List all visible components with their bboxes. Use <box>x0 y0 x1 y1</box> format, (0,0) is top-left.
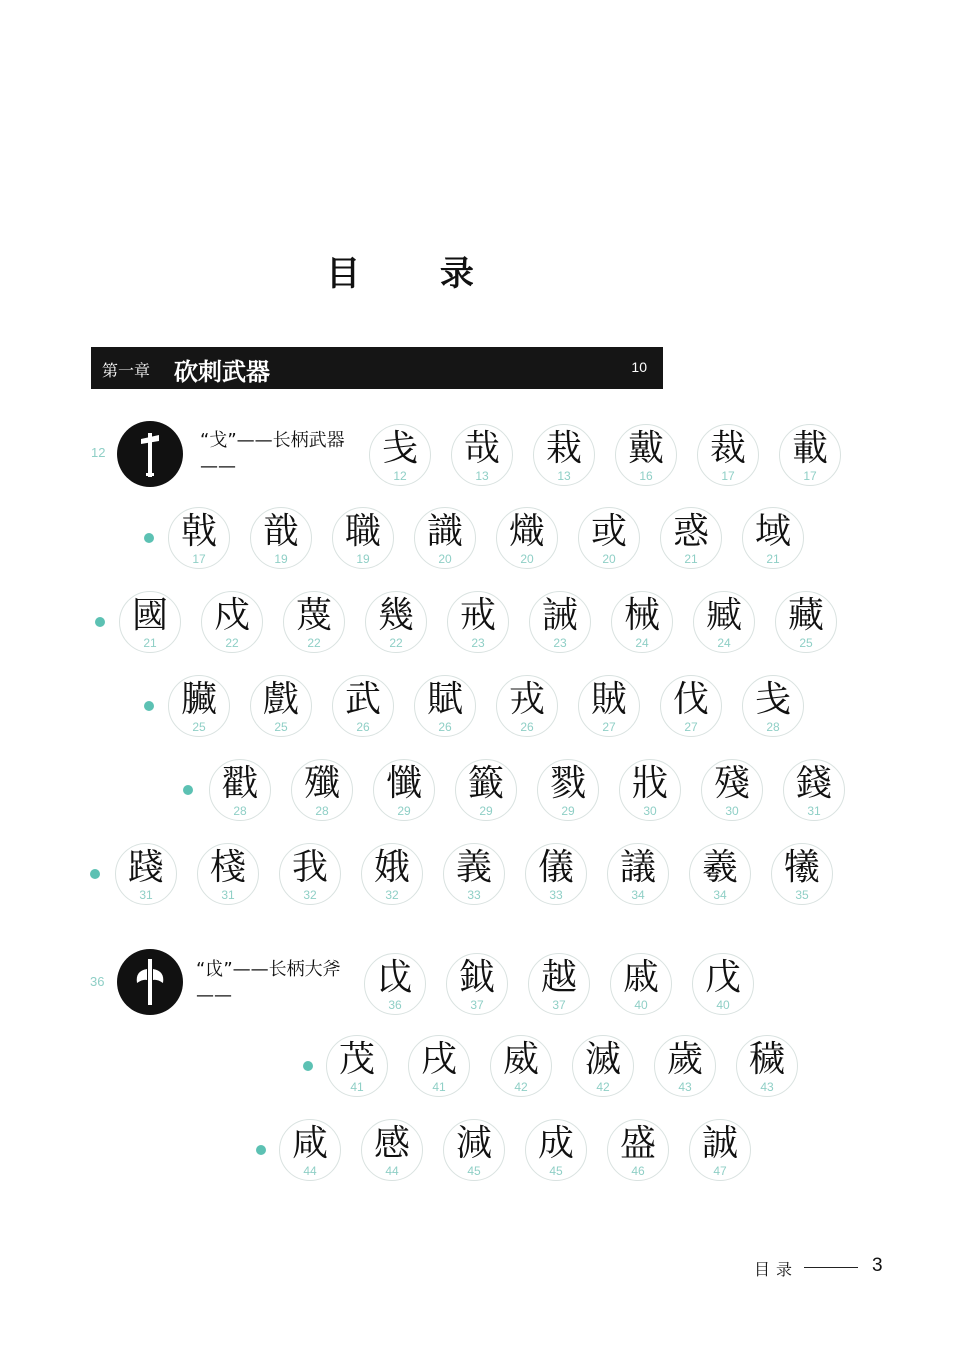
row-bullet <box>90 869 100 879</box>
character-page-number: 25 <box>799 636 813 650</box>
character-glyph: 戉 <box>376 957 413 998</box>
character-page-number: 26 <box>356 720 370 734</box>
character-entry[interactable] <box>697 424 759 486</box>
character-glyph: 誡 <box>541 595 578 636</box>
character-glyph: 娥 <box>373 847 410 888</box>
character-entry[interactable] <box>611 591 673 653</box>
character-page-number: 34 <box>631 888 645 902</box>
character-entry[interactable] <box>455 759 517 821</box>
character-entry[interactable] <box>332 507 394 569</box>
battle-axe-icon <box>117 949 183 1015</box>
character-entry[interactable] <box>447 591 509 653</box>
character-glyph: 載 <box>791 428 828 469</box>
character-entry[interactable] <box>693 591 755 653</box>
character-page-number: 31 <box>807 804 821 818</box>
character-glyph: 籤 <box>467 763 504 804</box>
character-page-number: 29 <box>397 804 411 818</box>
character-page-number: 21 <box>684 552 698 566</box>
character-page-number: 21 <box>143 636 157 650</box>
character-page-number: 28 <box>233 804 247 818</box>
character-page-number: 17 <box>803 469 817 483</box>
character-page-number: 42 <box>596 1080 610 1094</box>
character-glyph: 裁 <box>709 428 746 469</box>
character-page-number: 17 <box>721 469 735 483</box>
character-glyph: 義 <box>455 847 492 888</box>
footer-divider <box>804 1267 858 1268</box>
character-page-number: 20 <box>438 552 452 566</box>
row-bullet <box>95 617 105 627</box>
character-entry[interactable] <box>660 507 722 569</box>
character-glyph: 職 <box>344 511 381 552</box>
character-page-number: 26 <box>438 720 452 734</box>
character-page-number: 44 <box>385 1164 399 1178</box>
character-page-number: 13 <box>557 469 571 483</box>
row-bullet <box>303 1061 313 1071</box>
page-number: 3 <box>872 1255 883 1276</box>
character-entry[interactable] <box>250 507 312 569</box>
character-entry[interactable] <box>279 843 341 905</box>
row-bullet <box>144 701 154 711</box>
character-page-number: 28 <box>315 804 329 818</box>
character-page-number: 46 <box>631 1164 645 1178</box>
character-page-number: 30 <box>643 804 657 818</box>
character-page-number: 31 <box>139 888 153 902</box>
character-glyph: 栽 <box>545 428 582 469</box>
character-page-number: 31 <box>221 888 235 902</box>
section-page-number: 12 <box>91 445 106 460</box>
character-entry[interactable] <box>607 843 669 905</box>
character-entry[interactable] <box>414 507 476 569</box>
character-entry[interactable] <box>736 1035 798 1097</box>
character-page-number: 24 <box>717 636 731 650</box>
chapter-title: 砍刺武器 <box>174 358 270 386</box>
character-glyph: 熾 <box>508 511 545 552</box>
character-page-number: 25 <box>274 720 288 734</box>
character-page-number: 20 <box>520 552 534 566</box>
character-glyph: 犧 <box>783 847 820 888</box>
character-entry[interactable] <box>250 675 312 737</box>
character-page-number: 37 <box>552 998 566 1012</box>
character-page-number: 45 <box>549 1164 563 1178</box>
character-page-number: 12 <box>393 469 407 483</box>
footer-label: 目录 <box>754 1260 799 1279</box>
character-glyph: 殲 <box>303 763 340 804</box>
character-glyph: 惑 <box>672 511 709 552</box>
character-entry[interactable] <box>742 507 804 569</box>
character-page-number: 42 <box>514 1080 528 1094</box>
character-glyph: 戴 <box>627 428 664 469</box>
character-glyph: 識 <box>426 511 463 552</box>
character-glyph: 戲 <box>262 679 299 720</box>
character-page-number: 36 <box>388 998 402 1012</box>
character-page-number: 17 <box>192 552 206 566</box>
chapter-label: 第一章 <box>102 361 151 380</box>
character-glyph: 戟 <box>180 511 217 552</box>
character-glyph: 或 <box>590 511 627 552</box>
character-entry[interactable] <box>119 591 181 653</box>
character-page-number: 40 <box>634 998 648 1012</box>
character-glyph: 戎 <box>508 679 545 720</box>
character-glyph: 錢 <box>795 763 832 804</box>
character-page-number: 25 <box>192 720 206 734</box>
character-entry[interactable] <box>291 759 353 821</box>
character-entry[interactable] <box>660 675 722 737</box>
character-page-number: 21 <box>766 552 780 566</box>
character-page-number: 29 <box>479 804 493 818</box>
character-glyph: 戠 <box>262 511 299 552</box>
character-glyph: 戌 <box>420 1039 457 1080</box>
section-page-number: 36 <box>90 974 105 989</box>
character-glyph: 棧 <box>209 847 246 888</box>
character-entry[interactable] <box>414 675 476 737</box>
character-entry[interactable] <box>783 759 845 821</box>
character-glyph: 伐 <box>672 679 709 720</box>
character-entry[interactable] <box>771 843 833 905</box>
character-entry[interactable] <box>528 953 590 1015</box>
character-page-number: 29 <box>561 804 575 818</box>
character-glyph: 域 <box>754 511 791 552</box>
character-entry[interactable] <box>361 1119 423 1181</box>
character-entry[interactable] <box>332 675 394 737</box>
character-page-number: 23 <box>471 636 485 650</box>
character-glyph: 踐 <box>127 847 164 888</box>
character-glyph: 咸 <box>291 1123 328 1164</box>
page-title: 目 录 <box>326 254 508 294</box>
character-entry[interactable] <box>701 759 763 821</box>
character-entry[interactable] <box>619 759 681 821</box>
character-entry[interactable] <box>373 759 435 821</box>
section-title: “戈”——长柄武器—— <box>200 430 345 477</box>
character-page-number: 34 <box>713 888 727 902</box>
character-page-number: 32 <box>385 888 399 902</box>
character-glyph: 歲 <box>666 1039 703 1080</box>
character-glyph: 臟 <box>180 679 217 720</box>
character-entry[interactable] <box>283 591 345 653</box>
character-glyph: 儀 <box>537 847 574 888</box>
character-page-number: 40 <box>716 998 730 1012</box>
character-page-number: 47 <box>713 1164 727 1178</box>
character-entry[interactable] <box>775 591 837 653</box>
character-entry[interactable] <box>742 675 804 737</box>
character-page-number: 32 <box>303 888 317 902</box>
character-page-number: 41 <box>432 1080 446 1094</box>
character-entry[interactable] <box>365 591 427 653</box>
character-glyph: 鉞 <box>458 957 495 998</box>
character-glyph: 威 <box>502 1039 539 1080</box>
character-glyph: 成 <box>537 1123 574 1164</box>
character-glyph: 戒 <box>459 595 496 636</box>
character-page-number: 19 <box>356 552 370 566</box>
character-page-number: 24 <box>635 636 649 650</box>
character-page-number: 22 <box>389 636 403 650</box>
character-entry[interactable] <box>615 424 677 486</box>
character-page-number: 35 <box>795 888 809 902</box>
character-page-number: 22 <box>307 636 321 650</box>
character-page-number: 20 <box>602 552 616 566</box>
character-entry[interactable] <box>529 591 591 653</box>
character-glyph: 戳 <box>221 763 258 804</box>
character-glyph: 戕 <box>631 763 668 804</box>
character-page-number: 33 <box>549 888 563 902</box>
character-page-number: 28 <box>766 720 780 734</box>
character-glyph: 滅 <box>584 1039 621 1080</box>
character-entry[interactable] <box>490 1035 552 1097</box>
character-glyph: 殘 <box>713 763 750 804</box>
chapter-page-number: 10 <box>631 359 647 375</box>
character-entry[interactable] <box>578 507 640 569</box>
character-entry[interactable] <box>197 843 259 905</box>
character-glyph: 盛 <box>619 1123 656 1164</box>
character-page-number: 19 <box>274 552 288 566</box>
character-entry[interactable] <box>201 591 263 653</box>
character-page-number: 27 <box>684 720 698 734</box>
character-glyph: 懺 <box>385 763 422 804</box>
character-entry[interactable] <box>326 1035 388 1097</box>
character-entry[interactable] <box>525 843 587 905</box>
character-entry[interactable] <box>369 424 431 486</box>
character-glyph: 越 <box>540 957 577 998</box>
character-entry[interactable] <box>279 1119 341 1181</box>
character-glyph: 戚 <box>622 957 659 998</box>
character-page-number: 43 <box>760 1080 774 1094</box>
character-glyph: 戮 <box>549 763 586 804</box>
character-entry[interactable] <box>572 1035 634 1097</box>
character-entry[interactable] <box>654 1035 716 1097</box>
character-glyph: 藏 <box>787 595 824 636</box>
character-glyph: 戋 <box>754 679 791 720</box>
character-entry[interactable] <box>689 1119 751 1181</box>
dagger-axe-icon <box>117 421 183 487</box>
character-glyph: 武 <box>344 679 381 720</box>
character-entry[interactable] <box>443 1119 505 1181</box>
character-glyph: 減 <box>455 1123 492 1164</box>
character-page-number: 44 <box>303 1164 317 1178</box>
character-page-number: 37 <box>470 998 484 1012</box>
character-glyph: 茂 <box>338 1039 375 1080</box>
character-entry[interactable] <box>779 424 841 486</box>
row-bullet <box>256 1145 266 1155</box>
character-entry[interactable] <box>533 424 595 486</box>
character-entry[interactable] <box>610 953 672 1015</box>
character-entry[interactable] <box>496 507 558 569</box>
character-entry[interactable] <box>168 675 230 737</box>
character-entry[interactable] <box>607 1119 669 1181</box>
character-glyph: 賊 <box>590 679 627 720</box>
row-bullet <box>183 785 193 795</box>
character-entry[interactable] <box>689 843 751 905</box>
character-entry[interactable] <box>443 843 505 905</box>
character-glyph: 臧 <box>705 595 742 636</box>
character-glyph: 賦 <box>426 679 463 720</box>
character-entry[interactable] <box>361 843 423 905</box>
character-page-number: 27 <box>602 720 616 734</box>
character-glyph: 哉 <box>463 428 500 469</box>
character-entry[interactable] <box>408 1035 470 1097</box>
character-glyph: 械 <box>623 595 660 636</box>
character-entry[interactable] <box>537 759 599 821</box>
character-glyph: 誠 <box>701 1123 738 1164</box>
character-glyph: 戋 <box>381 428 418 469</box>
character-entry[interactable] <box>364 953 426 1015</box>
character-page-number: 26 <box>520 720 534 734</box>
character-glyph: 議 <box>619 847 656 888</box>
row-bullet <box>144 533 154 543</box>
character-entry[interactable] <box>115 843 177 905</box>
character-glyph: 我 <box>291 847 328 888</box>
character-page-number: 43 <box>678 1080 692 1094</box>
character-entry[interactable] <box>525 1119 587 1181</box>
character-glyph: 羲 <box>701 847 738 888</box>
section-title: “戉”——长柄大斧—— <box>196 959 341 1006</box>
character-page-number: 41 <box>350 1080 364 1094</box>
character-glyph: 感 <box>373 1123 410 1164</box>
character-page-number: 13 <box>475 469 489 483</box>
character-glyph: 戊 <box>704 957 741 998</box>
character-entry[interactable] <box>692 953 754 1015</box>
character-page-number: 22 <box>225 636 239 650</box>
character-glyph: 戍 <box>213 595 250 636</box>
character-glyph: 幾 <box>377 595 414 636</box>
character-page-number: 30 <box>725 804 739 818</box>
chapter-bar[interactable] <box>91 347 663 389</box>
character-entry[interactable] <box>578 675 640 737</box>
character-page-number: 33 <box>467 888 481 902</box>
character-glyph: 國 <box>131 595 168 636</box>
character-entry[interactable] <box>446 953 508 1015</box>
character-glyph: 蔑 <box>295 595 332 636</box>
character-entry[interactable] <box>209 759 271 821</box>
page-footer <box>754 1256 934 1278</box>
character-page-number: 16 <box>639 469 653 483</box>
character-page-number: 23 <box>553 636 567 650</box>
character-entry[interactable] <box>496 675 558 737</box>
character-entry[interactable] <box>168 507 230 569</box>
character-entry[interactable] <box>451 424 513 486</box>
character-glyph: 穢 <box>748 1039 785 1080</box>
character-page-number: 45 <box>467 1164 481 1178</box>
